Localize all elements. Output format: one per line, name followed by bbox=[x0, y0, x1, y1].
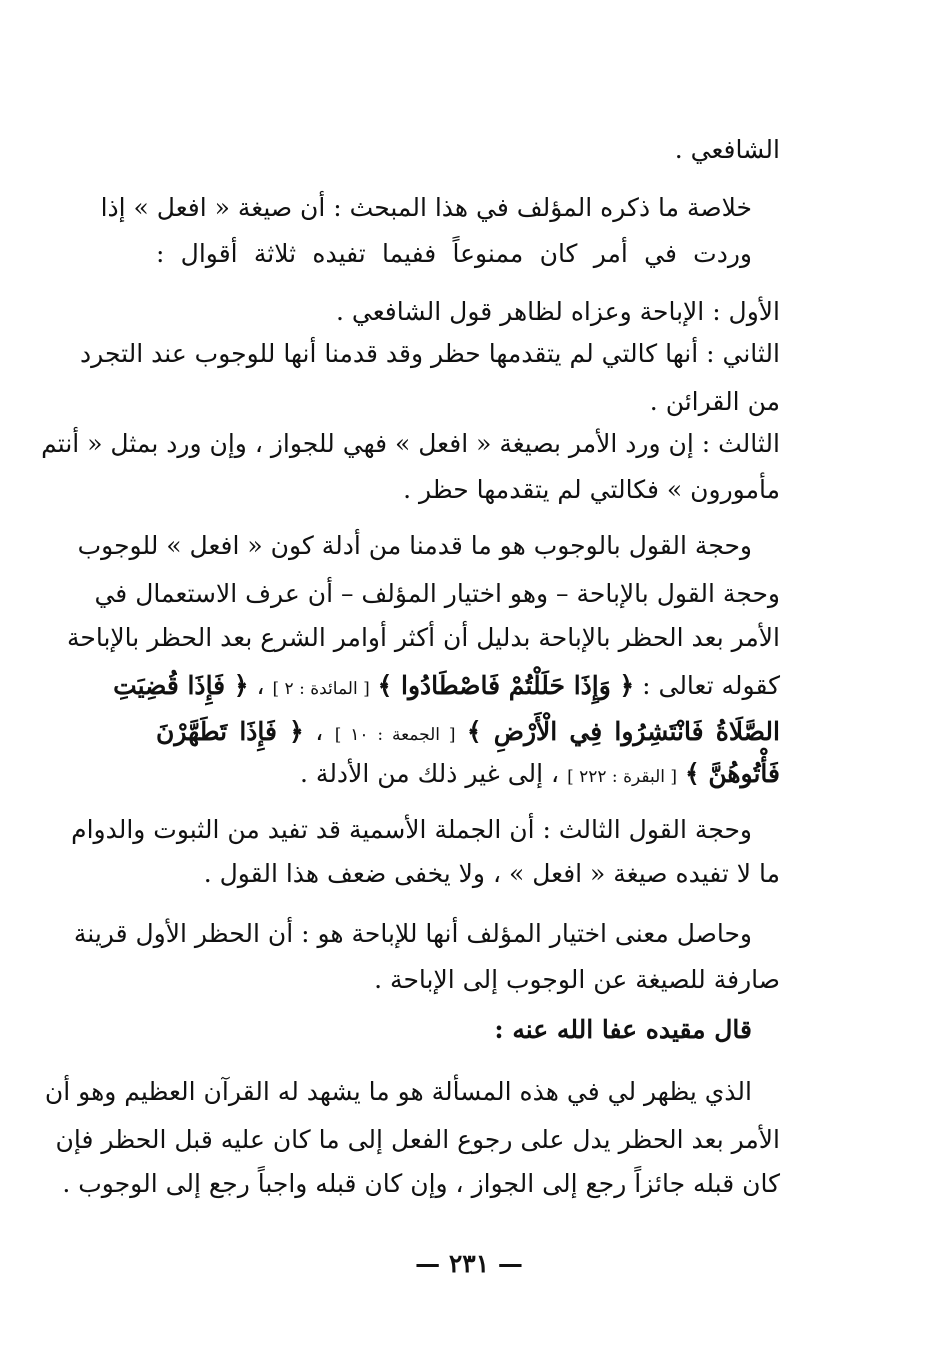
text-line: الأمر بعد الحظر بالإباحة بدليل أن أكثر أوامر الشرع بعد الحظر بالإباحة bbox=[66, 623, 780, 652]
text-line: الشافعي . bbox=[674, 135, 780, 164]
text-line: الذي يظهر لي في هذه المسألة هو ما يشهد له القرآن العظيم وهو أن bbox=[44, 1077, 752, 1106]
text-run: كقوله تعالى : bbox=[642, 671, 780, 700]
text-line: الأمر بعد الحظر يدل على رجوع الفعل إلى ما كان عليه قبل الحظر فإن bbox=[55, 1125, 780, 1154]
verse-reference: [ المائدة : ٢ ] bbox=[272, 679, 370, 699]
text-line: وحجة القول بالإباحة – وهو اختيار المؤلف – أن عرف الاستعمال في bbox=[94, 579, 780, 608]
text-line: وحاصل معنى اختيار المؤلف أنها للإباحة هو : أن الحظر الأول قرينة bbox=[73, 919, 752, 948]
text-run: ، bbox=[315, 717, 324, 746]
section-heading: قال مقيده عفا الله عنه : bbox=[494, 1015, 752, 1044]
quran-verse: ﴿ وَإِذَا حَلَلْتُمْ فَاصْطَادُوا ﴾ bbox=[377, 671, 635, 700]
text-line: وحجة القول الثالث : أن الجملة الأسمية قد تفيد من الثبوت والدوام bbox=[71, 815, 752, 844]
text-line: خلاصة ما ذكره المؤلف في هذا المبحث : أن صيغة « افعل » إذا bbox=[100, 193, 752, 222]
text-line: وحجة القول بالوجوب هو ما قدمنا من أدلة كون « افعل » للوجوب bbox=[77, 531, 752, 560]
verse-reference: [ البقرة : ٢٢٢ ] bbox=[567, 767, 678, 787]
text-line: مأمورون » فكالتي لم يتقدمها حظر . bbox=[403, 475, 780, 504]
text-line: صارفة للصيغة عن الوجوب إلى الإباحة . bbox=[374, 965, 780, 994]
text-line: الثالث : إن ورد الأمر بصيغة « افعل » فهي للجواز ، وإن ورد بمثل « أنتم bbox=[41, 429, 780, 458]
text-line bbox=[113, 662, 780, 710]
text-line: وردت في أمر كان ممنوعاً ففيما تفيده ثلاثة أقوال : bbox=[156, 239, 752, 268]
quran-verse: فَأْتُوهُنَّ ﴾ bbox=[684, 759, 780, 788]
quran-verse: ﴿ فَإِذَا تَطَهَّرْنَ bbox=[156, 717, 304, 746]
quran-verse: ﴿ فَإِذَا قُضِيَتِ bbox=[113, 671, 249, 700]
verse-reference: [ الجمعة : ١٠ ] bbox=[334, 725, 456, 745]
text-line: ما لا تفيده صيغة « افعل » ، ولا يخفى ضعف هذا القول . bbox=[203, 859, 780, 888]
text-line: الثاني : أنها كالتي لم يتقدمها حظر وقد قدمنا أنها للوجوب عند التجرد bbox=[80, 339, 780, 368]
text-line: كان قبله جائزاً رجع إلى الجواز ، وإن كان قبله واجباً رجع إلى الوجوب . bbox=[62, 1169, 780, 1198]
page-number: — ٢٣١ — bbox=[415, 1249, 523, 1278]
text-line bbox=[156, 750, 780, 798]
text-run: ، إلى غير ذلك من الأدلة . bbox=[300, 759, 560, 788]
text-line: من القرائن . bbox=[649, 387, 780, 416]
text-line: الأول : الإباحة وعزاه لظاهر قول الشافعي . bbox=[336, 297, 780, 326]
quran-verse: الصَّلَاةُ فَانْتَشِرُوا فِي الْأَرْضِ ﴾ bbox=[466, 717, 780, 746]
text-line bbox=[156, 708, 780, 756]
text-run: ، bbox=[256, 671, 265, 700]
